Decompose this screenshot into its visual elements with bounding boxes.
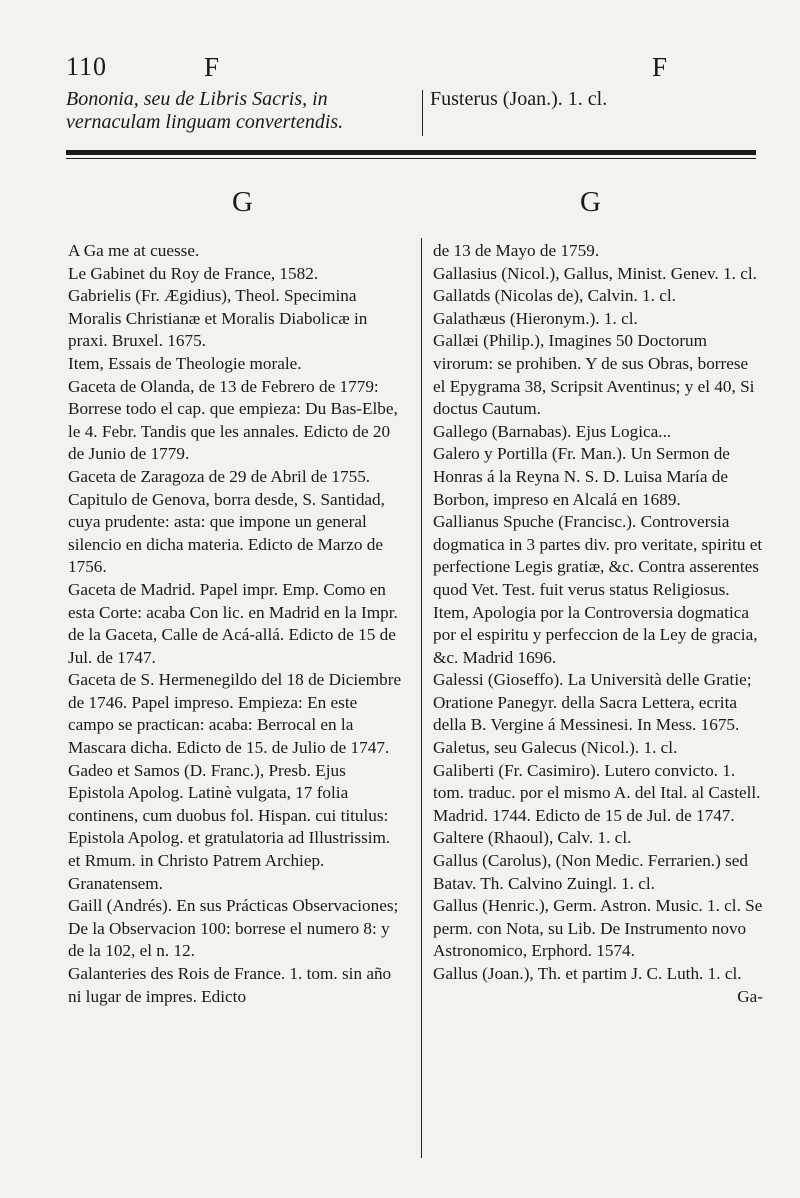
index-entry: Galetus, seu Galecus (Nicol.). 1. cl. — [433, 738, 678, 758]
header-column-divider — [422, 90, 423, 136]
column-divider — [421, 238, 422, 1158]
index-entry: Gallianus Spuche (Francisc.). Controversia dogmatica in 3 partes div. pro veritate, spiritu et perfectione Legis gratiæ, &c. Contra asserentes quod Vet. Test. fuit verus status Religiosus. Item, Apologia por la Controversia dogmatica por el espiritu y perfeccion de la Ley de gracia, &c. Madrid 1696. — [433, 512, 763, 667]
index-entry: Galathæus (Hieronym.). 1. cl. — [433, 308, 638, 328]
index-entry: Gaill (Andrés). En sus Prácticas Observaciones; De la Observacion 100: borrese el numero 8: y de la 102, el n. 12. — [68, 896, 399, 961]
index-entry: Gallus (Joan.), Th. et partim J. C. Luth. 1. cl. — [433, 964, 742, 983]
index-entry: Gallæi (Philip.), Imagines 50 Doctorum virorum: se prohiben. Y de sus Obras, borrese el Epygrama 38, Scripsit Aventinus; y el 40, Si doctus Cautum. — [433, 331, 755, 419]
section-heading-left: G — [232, 186, 253, 218]
index-entry: Gaceta de S. Hermenegildo del 18 de Diciembre de 1746. Papel impreso. Empieza: En este campo se practican: acaba: Berrocal en la Mascara dicha. Edicto de 15. de Julio de 1747. — [68, 670, 402, 758]
left-column — [68, 240, 406, 1008]
page-number: 110 — [66, 52, 108, 81]
index-entry: Gallus (Henric.), Germ. Astron. Music. 1. cl. Se perm. con Nota, su Lib. De Instrumento novo Astronomico, Erphord. 1574. — [433, 896, 763, 961]
index-entry: Galanteries des Rois de France. 1. tom. sin año ni lugar de impres. Edicto — [68, 964, 392, 1006]
index-entry: Gallus (Carolus), (Non Medic. Ferrarien.) sed Batav. Th. Calvino Zuingl. 1. cl. — [433, 851, 749, 893]
index-entry: Gaceta de Olanda, de 13 de Febrero de 1779: Borrese todo el cap. que empieza: Du Bas-Elbe, le 4. Febr. Tandis que les annales. Edicto de 20 de Junio de 1779. — [68, 376, 398, 464]
section-heading-right: G — [580, 186, 601, 218]
index-entry: Item, Essais de Theologie morale. — [68, 353, 302, 373]
page-header — [66, 52, 756, 133]
index-entry: Galessi (Gioseffo). La Università delle Gratie; Oratione Panegyr. della Sacra Lettera, ecrita della B. Vergine á Messinesi. In Mess. 1675. — [433, 670, 752, 735]
index-entry: Gadeo et Samos (D. Franc.), Presb. Ejus Epistola Apolog. Latinè vulgata, 17 folia continens, cum duobus fol. Hispan. cui titulus: Epistola Apolog. et gratulatoria ad Illustrissim. et Rmum. in Christo Patrem Archiep. Granatensem. — [68, 760, 391, 893]
catchword: Ga- — [737, 986, 763, 1006]
running-letter-right: F — [652, 52, 668, 82]
index-entry: Galero y Portilla (Fr. Man.). Un Sermon de Honras á la Reyna N. S. D. Luisa María de Borbon, impreso en Alcalá en 1689. — [433, 444, 730, 509]
index-entry: A Ga me at cuesse. — [68, 241, 200, 260]
index-entry: de 13 de Mayo de 1759. — [433, 241, 600, 260]
index-entry: Gaceta de Zaragoza de 29 de Abril de 1755. Capitulo de Genova, borra desde, S. Santidad, cuya prudente: asta: que impone un general silencio en dicha materia. Edicto de Marzo de 1756. — [68, 466, 385, 577]
index-entry: Le Gabinet du Roy de France, 1582. — [68, 263, 319, 283]
running-letter-left: F — [204, 52, 220, 82]
index-entry: Gallego (Barnabas). Ejus Logica... — [433, 421, 672, 441]
carryover-entry-left: Bononia, seu de Libris Sacris, in vernaculam linguam convertendis. — [66, 88, 344, 133]
index-entry: Gallasius (Nicol.), Gallus, Minist. Genev. 1. cl. — [433, 263, 757, 283]
section-rule — [66, 150, 756, 159]
index-entry: Gaceta de Madrid. Papel impr. Emp. Como en esta Corte: acaba Con lic. en Madrid en la Impr. de la Gaceta, Calle de Acá-allá. Edicto de 15 de Jul. de 1747. — [68, 579, 398, 667]
index-entry: Galtere (Rhaoul), Calv. 1. cl. — [433, 828, 632, 848]
index-entry: Gallatds (Nicolas de), Calvin. 1. cl. — [433, 286, 676, 306]
index-entry: Galiberti (Fr. Casimiro). Lutero convicto. 1. tom. traduc. por el mismo A. del Ital. al Castell. Madrid. 1744. Edicto de 15 de Jul. de 1747. — [433, 760, 761, 825]
carryover-entry-right: Fusterus (Joan.). 1. cl. — [430, 88, 608, 110]
index-entry: Gabrielis (Fr. Ægidius), Theol. Specimina Moralis Christianæ et Moralis Diabolicæ in praxi. Bruxel. 1675. — [68, 286, 368, 351]
right-column — [433, 240, 763, 1008]
